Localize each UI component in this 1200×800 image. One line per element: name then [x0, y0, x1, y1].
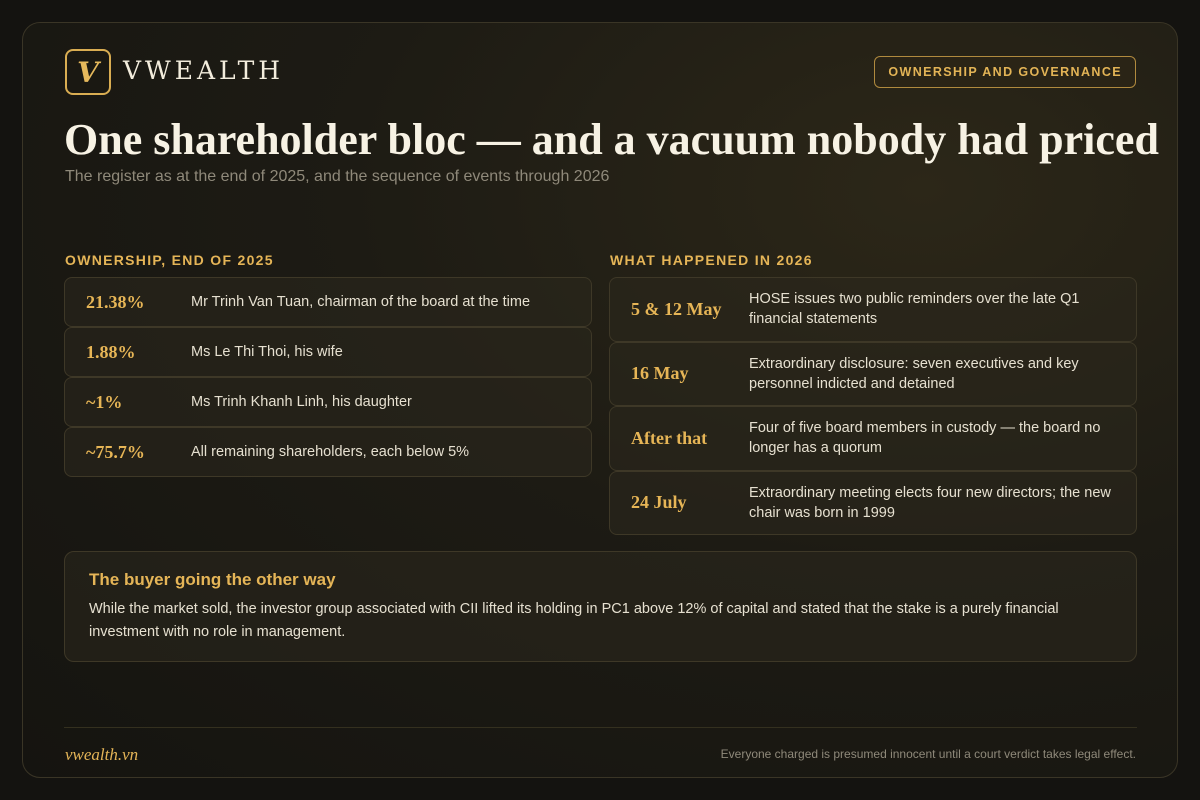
ownership-row: [64, 377, 592, 427]
event-date: After that: [631, 427, 708, 448]
ownership-row: [64, 427, 592, 477]
event-text: Extraordinary disclosure: seven executives and key personnel indicted and detained: [749, 355, 1079, 392]
events-heading: WHAT HAPPENED IN 2026: [610, 252, 813, 268]
event-date: 16 May: [631, 363, 689, 384]
ownership-label: Ms Le Thi Thoi, his wife: [191, 344, 343, 360]
ownership-value: ~1%: [86, 391, 123, 412]
event-text: Four of five board members in custody — the board no longer has a quorum: [749, 420, 1101, 457]
event-date: 5 & 12 May: [631, 298, 722, 319]
event-row: [609, 471, 1137, 536]
brand-name: VWEALTH: [123, 56, 285, 85]
ownership-value: 21.38%: [86, 291, 145, 312]
footer-divider: [64, 727, 1137, 728]
event-row: [609, 342, 1137, 407]
event-row: [609, 406, 1137, 471]
events-list: [609, 277, 1137, 535]
buyer-callout: [64, 551, 1137, 662]
ownership-value: ~75.7%: [86, 441, 145, 462]
event-date: 24 July: [631, 492, 687, 513]
event-text: Extraordinary meeting elects four new directors; the new chair was born in 1999: [749, 484, 1111, 521]
ownership-value: 1.88%: [86, 341, 136, 362]
ownership-label: Ms Trinh Khanh Linh, his daughter: [191, 394, 412, 410]
infographic-card: [22, 22, 1178, 778]
logo-icon: [65, 49, 111, 95]
callout-title: The buyer going the other way: [89, 570, 336, 589]
event-text: HOSE issues two public reminders over the late Q1 financial statements: [749, 291, 1080, 328]
ownership-list: [64, 277, 592, 477]
event-row: [609, 277, 1137, 342]
ownership-label: Mr Trinh Van Tuan, chairman of the board at the time: [191, 294, 531, 310]
ownership-row: [64, 277, 592, 327]
ownership-heading: OWNERSHIP, END OF 2025: [65, 252, 274, 268]
footer-site-link[interactable]: vwealth.vn: [65, 745, 139, 764]
logo-letter: V: [77, 55, 99, 89]
topic-badge: OWNERSHIP AND GOVERNANCE: [874, 56, 1136, 88]
ownership-label: All remaining shareholders, each below 5%: [191, 444, 470, 460]
page-title: One shareholder bloc — and a vacuum nobody had priced: [64, 115, 1159, 164]
page-subtitle: The register as at the end of 2025, and the sequence of events through 2026: [65, 168, 610, 185]
callout-body: While the market sold, the investor group associated with CII lifted its holding in PC1 above 12% of capital and stated that the stake is a purely financial investment with no role in management.: [89, 601, 1059, 640]
ownership-row: [64, 327, 592, 377]
footer-disclaimer: Everyone charged is presumed innocent until a court verdict takes legal effect.: [720, 747, 1136, 761]
